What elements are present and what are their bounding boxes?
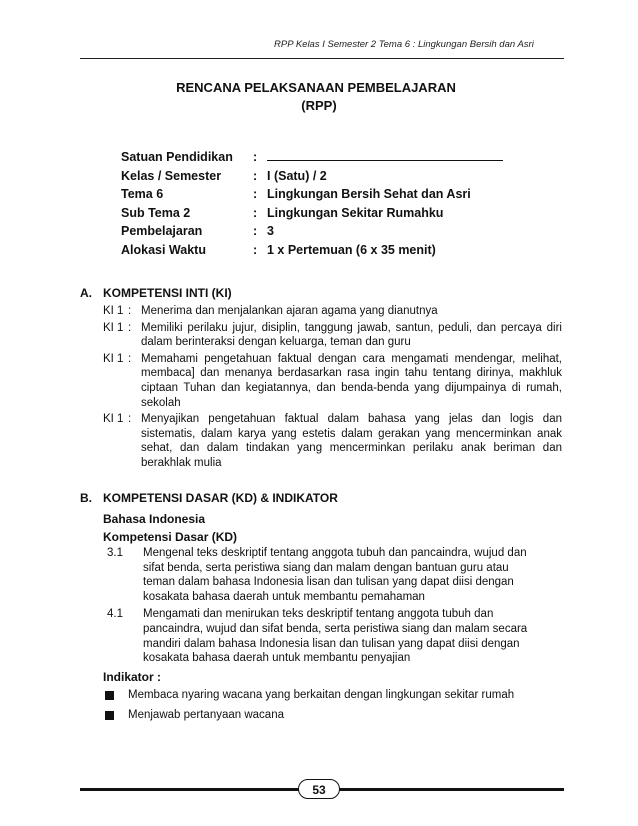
ki-code: KI 1 xyxy=(103,352,124,365)
identity-label: Kelas / Semester xyxy=(121,168,222,183)
satuan-pendidikan-blank xyxy=(267,148,503,161)
footer-rule-right xyxy=(336,788,564,791)
identity-row xyxy=(121,241,503,260)
identity-value: Lingkungan Bersih Sehat dan Asri xyxy=(267,187,471,202)
indicator-text: Menjawab pertanyaan wacana xyxy=(128,709,284,722)
identity-colon: : xyxy=(253,224,258,239)
running-header: RPP Kelas I Semester 2 Tema 6 : Lingkungan Bersih dan Asri xyxy=(274,39,534,50)
section-b-title: KOMPETENSI DASAR (KD) & INDIKATOR xyxy=(103,491,338,505)
identity-colon: : xyxy=(253,168,258,183)
kd-number: 4.1 xyxy=(107,608,123,621)
list-item xyxy=(103,546,563,604)
ki-list xyxy=(103,304,562,473)
kd-block xyxy=(103,510,563,726)
identity-row xyxy=(121,167,503,186)
ki-code: KI 1 xyxy=(103,413,124,426)
ki-colon: : xyxy=(128,352,132,365)
kd-line: kosakata bahasa daerah untuk membantu penyajian xyxy=(143,652,411,665)
identity-row xyxy=(121,204,503,223)
kd-heading: Kompetensi Dasar (KD) xyxy=(103,530,238,544)
identity-row xyxy=(121,148,503,167)
identity-label: Sub Tema 2 xyxy=(121,205,191,220)
identity-colon: : xyxy=(253,187,258,202)
kd-line: sifat benda, serta peristiwa siang dan malam dengan bantuan guru atau xyxy=(143,561,509,574)
kd-line: Mengamati dan menirukan teks deskriptif tentang anggota tubuh dan xyxy=(143,608,494,621)
kd-line: mandiri dalam bahasa Indonesia lisan dan tulisan yang dapat diisi dengan xyxy=(143,637,520,650)
subject-heading: Bahasa Indonesia xyxy=(103,512,206,526)
kd-number: 3.1 xyxy=(107,547,123,559)
identity-label: Pembelajaran xyxy=(121,224,203,239)
ki-text: Menyajikan pengetahuan faktual dalam bahasa yang jelas dan logis dan sistematis, dalam karya yang estetis dalam gerakan yang mencerminkan anak sehat, dan dalam tindakan yang mencerminkan perilaku anak beriman dan berakhlak mulia xyxy=(141,413,562,469)
ki-text: Menerima dan menjalankan ajaran agama yang dianutnya xyxy=(141,305,438,317)
list-item xyxy=(103,412,562,470)
identity-value: I (Satu) / 2 xyxy=(267,168,327,183)
section-a-letter: A. xyxy=(80,286,92,300)
identity-value: Lingkungan Sekitar Rumahku xyxy=(267,205,444,220)
identity-row xyxy=(121,222,503,241)
ki-colon: : xyxy=(128,413,132,426)
section-a-title: KOMPETENSI INTI (KI) xyxy=(103,286,232,300)
document-title xyxy=(0,79,638,115)
identity-value: 3 xyxy=(267,224,274,239)
ki-text: Memiliki perilaku jujur, disiplin, tanggung jawab, santun, peduli, dan percaya diri dalam berinteraksi dengan keluarga, teman dan guru xyxy=(141,321,562,349)
list-item xyxy=(103,304,562,319)
identity-value: 1 x Pertemuan (6 x 35 menit) xyxy=(267,242,436,257)
ki-colon: : xyxy=(128,305,132,317)
header-divider xyxy=(80,58,564,59)
kd-line: Mengenal teks deskriptif tentang anggota tubuh dan pancaindra, wujud dan xyxy=(143,547,527,559)
identity-colon: : xyxy=(253,242,258,257)
list-item xyxy=(103,607,563,665)
identity-table xyxy=(121,148,503,260)
kd-line: kosakata bahasa daerah untuk membantu pemahaman xyxy=(143,590,425,603)
footer-rule-left xyxy=(80,788,302,791)
identity-label: Alokasi Waktu xyxy=(121,242,206,257)
kd-text xyxy=(143,607,563,665)
title-line-1: RENCANA PELAKSANAAN PEMBELAJARAN xyxy=(176,80,456,95)
ki-code: KI 1 xyxy=(103,321,124,334)
ki-code: KI 1 xyxy=(103,305,124,317)
identity-row xyxy=(121,185,503,204)
square-bullet-icon xyxy=(105,691,114,700)
kd-line: teman dalam bahasa Indonesia lisan dan tulisan yang dapat diisi dengan xyxy=(143,576,514,589)
identity-label: Tema 6 xyxy=(121,187,164,202)
list-item xyxy=(103,706,563,726)
section-b-letter: B. xyxy=(80,491,92,505)
square-bullet-icon xyxy=(105,711,114,720)
list-item xyxy=(103,321,562,350)
ki-text: Memahami pengetahuan faktual dengan cara mengamati mendengar, melihat, membaca] dan menanya berdasarkan rasa ingin tahu tentang dirinya, makhluk ciptaan Tuhan dan kegiatannya, dan benda-benda yang dijumpainya di rumah, sekolah xyxy=(141,352,562,409)
title-line-2: (RPP) xyxy=(301,98,337,113)
identity-colon: : xyxy=(253,205,258,220)
identity-label: Satuan Pendidikan xyxy=(121,150,233,164)
page-number: 53 xyxy=(298,779,340,799)
list-item xyxy=(103,352,562,410)
ki-colon: : xyxy=(128,321,132,334)
kd-line: pancaindra, wujud dan sifat benda, serta peristiwa siang dan malam secara xyxy=(143,622,528,635)
indicator-heading: Indikator : xyxy=(103,669,162,684)
kd-text xyxy=(143,546,563,604)
indicator-text: Membaca nyaring wacana yang berkaitan dengan lingkungan sekitar rumah xyxy=(128,689,515,702)
identity-colon: : xyxy=(253,150,258,164)
list-item xyxy=(103,686,563,706)
